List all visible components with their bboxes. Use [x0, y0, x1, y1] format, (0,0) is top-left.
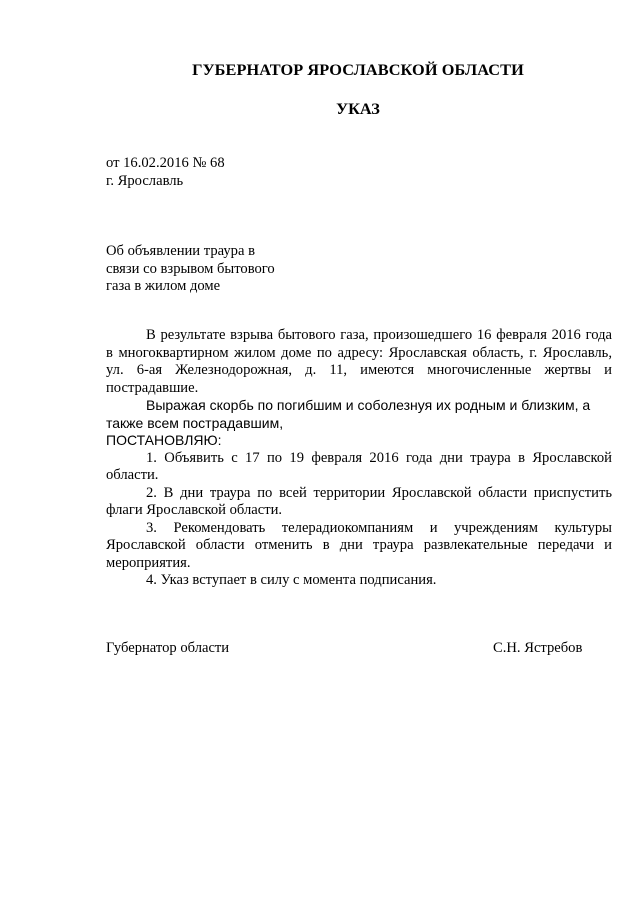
decree-item-2: 2. В дни траура по всей территории Ярославской области приспустить флаги Ярославской области.	[106, 484, 612, 518]
decree-word: ПОСТАНОВЛЯЮ:	[106, 432, 222, 448]
decree-item-1: 1. Объявить с 17 по 19 февраля 2016 года дни траура в Ярославской области.	[106, 449, 612, 483]
decree-item-4: 4. Указ вступает в силу с момента подписания.	[146, 572, 437, 588]
document-body	[106, 327, 612, 590]
subject-line: связи со взрывом бытового	[106, 260, 275, 277]
city: г. Ярославль	[106, 172, 184, 189]
condolence-paragraph: Выражая скорбь по погибшим и соболезнуя их родным и близким, а также всем пострадавшим,	[106, 397, 591, 431]
document-type: УКАЗ	[336, 99, 380, 118]
decree-item-3: 3. Рекомендовать телерадиокомпаниям и учреждениям культуры Ярославской области отменить в дни траура развлекательные передачи и мероприятия.	[106, 519, 612, 571]
date-number: от 16.02.2016 № 68	[106, 155, 225, 171]
issuer-title: ГУБЕРНАТОР ЯРОСЛАВСКОЙ ОБЛАСТИ	[192, 60, 524, 79]
signature-name: С.Н. Ястребов	[493, 640, 583, 656]
signature-role: Губернатор области	[106, 640, 230, 656]
subject-line: Об объявлении траура в	[106, 243, 255, 259]
document-subject	[106, 243, 275, 296]
subject-line: газа в жилом доме	[106, 278, 221, 294]
document-meta	[106, 155, 225, 190]
intro-paragraph: В результате взрыва бытового газа, произошедшего 16 февраля 2016 года в многоквартирном жилом доме по адресу: Ярославская область, г. Ярославль, ул. 6-ая Железнодорожная, д. 11, имеются многочисленные жертвы и пострадавшие.	[106, 327, 612, 396]
